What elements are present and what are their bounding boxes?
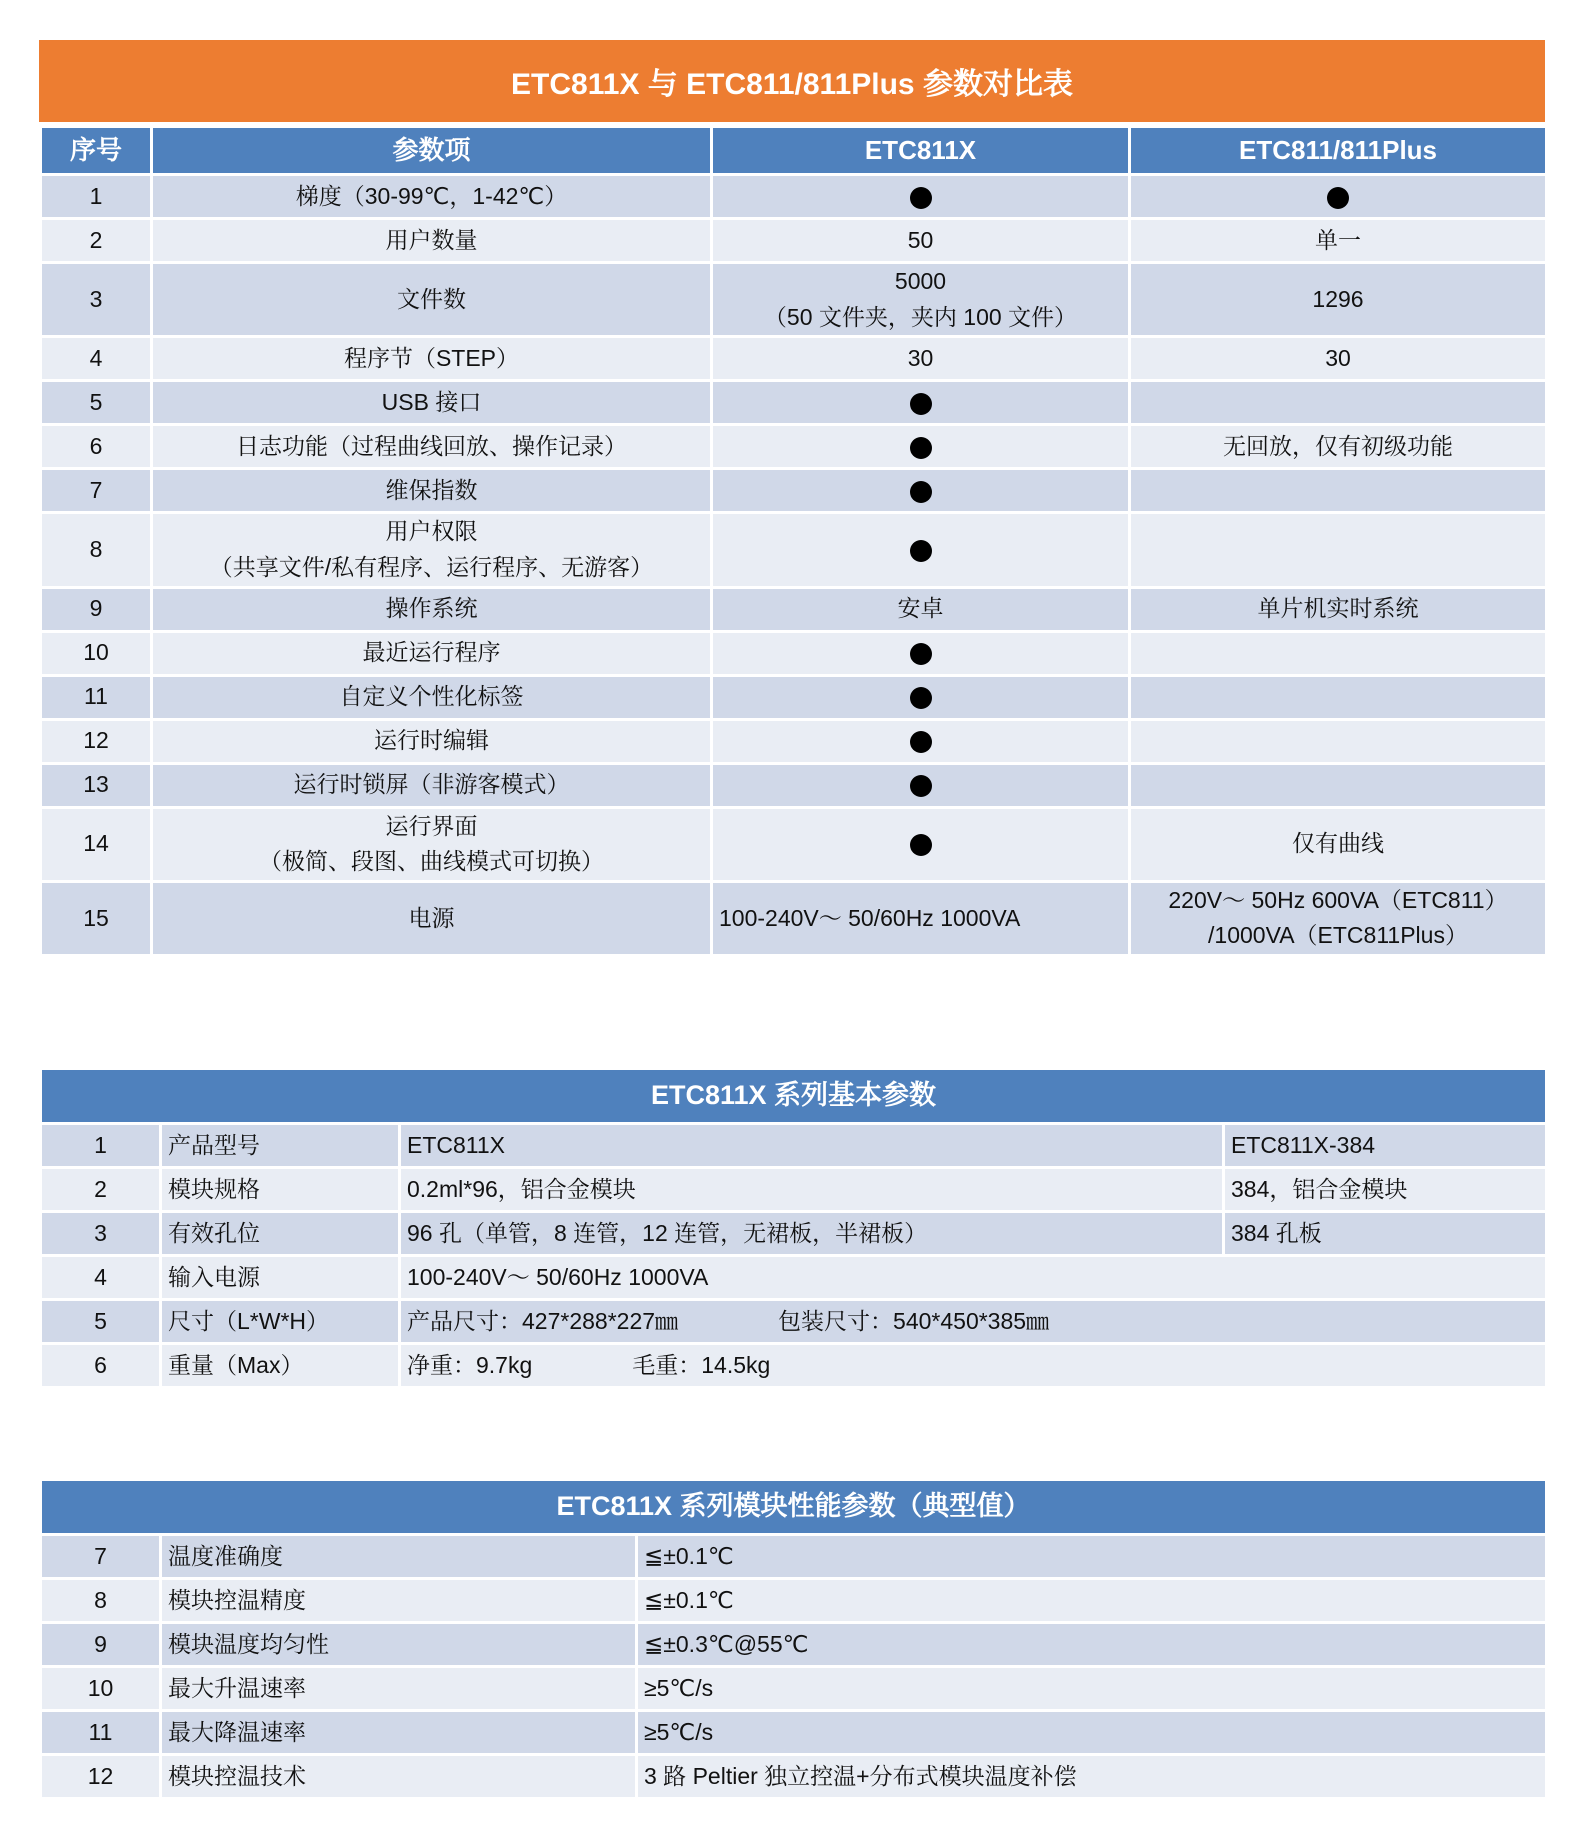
row-number <box>41 513 152 587</box>
performance-params-table <box>39 1478 1548 1800</box>
param-name-text: 输入电源 <box>168 1263 260 1290</box>
param-item-text: 日志功能（过程曲线回放、操作记录） <box>236 432 627 459</box>
param-value-384 <box>1224 1212 1547 1256</box>
param-item-text: 运行时编辑 <box>374 727 489 754</box>
row-number <box>41 381 152 425</box>
param-name <box>161 1623 637 1667</box>
row-number <box>41 1579 161 1623</box>
table-row <box>41 175 1547 219</box>
param-item <box>152 381 712 425</box>
param-item-text: USB 接口 <box>381 388 482 415</box>
row-number <box>41 1711 161 1755</box>
etc811-plus-value <box>1130 763 1547 807</box>
etc811-plus-value <box>1130 337 1547 381</box>
param-value <box>637 1535 1547 1579</box>
row-number-text: 9 <box>94 1630 107 1657</box>
table-row <box>41 513 1547 587</box>
param-item-text: 用户权限 <box>385 518 478 545</box>
etc811-plus-value <box>1130 675 1547 719</box>
etc811x-value-text: 100-240V～ 50/60Hz 1000VA <box>719 904 1021 931</box>
param-name-text: 最大升温速率 <box>168 1674 306 1701</box>
row-number <box>41 425 152 469</box>
param-value <box>400 1256 1547 1300</box>
row-number-text: 11 <box>88 1718 113 1745</box>
etc811-plus-value-text: 1296 <box>1312 285 1364 312</box>
param-item <box>152 631 712 675</box>
etc811x-value <box>712 763 1130 807</box>
etc811x-value-text: 5000 <box>894 268 947 294</box>
table-row <box>41 881 1547 955</box>
table-row <box>41 1623 1547 1667</box>
etc811-plus-value-text: 单片机实时系统 <box>1257 595 1419 622</box>
row-number-text: 2 <box>94 1175 107 1202</box>
param-value-text: 100-240V～ 50/60Hz 1000VA <box>407 1263 709 1290</box>
param-value-384-text: ETC811X-384 <box>1231 1131 1376 1158</box>
supported-dot-icon <box>910 540 932 562</box>
param-item <box>152 719 712 763</box>
param-item-text: 操作系统 <box>385 595 478 622</box>
etc811x-value <box>712 175 1130 219</box>
table-row <box>41 1256 1547 1300</box>
param-value <box>637 1623 1547 1667</box>
row-number-text: 6 <box>94 1351 107 1378</box>
param-value <box>637 1755 1547 1799</box>
param-value-text: 96 孔（单管，8 连管，12 连管，无裙板，半裙板） <box>407 1219 928 1246</box>
table-row <box>41 1579 1547 1623</box>
table-row <box>41 719 1547 763</box>
param-value-384-text: 384 孔板 <box>1231 1219 1322 1246</box>
etc811x-value <box>712 469 1130 513</box>
param-item <box>152 807 712 881</box>
table-row <box>41 425 1547 469</box>
param-item-text: （极简、段图、曲线模式可切换） <box>259 848 604 875</box>
param-item-text: （共享文件/私有程序、运行程序、无游客） <box>209 553 654 580</box>
row-number <box>41 631 152 675</box>
param-value <box>400 1344 1547 1388</box>
header-item: 参数项 <box>152 127 712 175</box>
row-number-text: 14 <box>83 830 109 857</box>
row-number <box>41 1535 161 1579</box>
table-row <box>41 381 1547 425</box>
supported-dot-icon <box>910 687 932 709</box>
table-row <box>41 263 1547 337</box>
row-number <box>41 1256 161 1300</box>
table-row <box>41 675 1547 719</box>
row-number <box>41 1300 161 1344</box>
etc811-plus-value-text: 无回放，仅有初级功能 <box>1223 432 1453 459</box>
param-item-text: 维保指数 <box>385 476 478 503</box>
param-name-text: 产品型号 <box>168 1131 260 1158</box>
table-row <box>41 1535 1547 1579</box>
etc811-plus-value <box>1130 263 1547 337</box>
supported-dot-icon <box>1327 187 1349 209</box>
supported-dot-icon <box>910 187 932 209</box>
row-number <box>41 1212 161 1256</box>
table-row <box>41 1667 1547 1711</box>
param-name <box>161 1667 637 1711</box>
param-item <box>152 675 712 719</box>
param-value-text: ≦±0.3℃@55℃ <box>644 1630 809 1657</box>
table-row <box>41 219 1547 263</box>
row-number <box>41 175 152 219</box>
etc811-plus-value <box>1130 175 1547 219</box>
param-item-text: 文件数 <box>397 285 466 312</box>
param-item <box>152 219 712 263</box>
param-value <box>400 1300 1547 1344</box>
table-row <box>41 1300 1547 1344</box>
row-number-text: 9 <box>89 595 103 622</box>
param-value-384 <box>1224 1124 1547 1168</box>
row-number <box>41 675 152 719</box>
etc811-plus-value-text: 仅有曲线 <box>1292 830 1384 857</box>
table-row <box>41 1124 1547 1168</box>
param-item <box>152 425 712 469</box>
table-row <box>41 1344 1547 1388</box>
etc811x-value <box>712 719 1130 763</box>
param-value <box>400 1168 1224 1212</box>
supported-dot-icon <box>910 643 932 665</box>
param-name <box>161 1711 637 1755</box>
etc811-plus-value <box>1130 881 1547 955</box>
param-name-text: 重量（Max） <box>168 1351 304 1378</box>
etc811-plus-value <box>1130 219 1547 263</box>
etc811x-value-text: 30 <box>907 344 934 371</box>
param-item-text: 电源 <box>408 904 455 931</box>
etc811-plus-value <box>1130 425 1547 469</box>
row-number-text: 3 <box>89 285 103 312</box>
param-value-text: ≦±0.1℃ <box>644 1542 734 1569</box>
param-name-text: 模块温度均匀性 <box>168 1630 329 1657</box>
row-number <box>41 263 152 337</box>
param-name <box>161 1256 400 1300</box>
param-value <box>637 1667 1547 1711</box>
param-name <box>161 1124 400 1168</box>
basic-params-title: ETC811X 系列基本参数 <box>41 1069 1547 1124</box>
param-name <box>161 1168 400 1212</box>
param-item-text: 自定义个性化标签 <box>339 683 524 710</box>
param-item <box>152 263 712 337</box>
row-number <box>41 763 152 807</box>
supported-dot-icon <box>910 481 932 503</box>
etc811-plus-value <box>1130 587 1547 631</box>
row-number <box>41 219 152 263</box>
param-item-text: 运行界面 <box>385 812 478 839</box>
param-name <box>161 1535 637 1579</box>
param-item <box>152 763 712 807</box>
param-item-text: 运行时锁屏（非游客模式） <box>293 771 570 798</box>
param-name-text: 温度准确度 <box>168 1542 283 1569</box>
etc811-plus-value-text: 30 <box>1325 344 1351 371</box>
etc811-plus-value <box>1130 513 1547 587</box>
row-number <box>41 881 152 955</box>
param-value-text: ≦±0.1℃ <box>644 1586 734 1613</box>
etc811x-value <box>712 807 1130 881</box>
param-name-text: 最大降温速率 <box>168 1718 306 1745</box>
row-number-text: 1 <box>89 182 103 209</box>
etc811-plus-value-text: 单一 <box>1315 226 1361 253</box>
param-item <box>152 337 712 381</box>
row-number-text: 3 <box>94 1219 107 1246</box>
table-row <box>41 631 1547 675</box>
etc811-plus-value <box>1130 381 1547 425</box>
table-row <box>41 1212 1547 1256</box>
param-name <box>161 1579 637 1623</box>
param-value-text: 净重：9.7kg <box>407 1351 533 1378</box>
param-item <box>152 469 712 513</box>
row-number-text: 4 <box>94 1263 107 1290</box>
row-number <box>41 1623 161 1667</box>
etc811x-value <box>712 425 1130 469</box>
table-row <box>41 763 1547 807</box>
header-etc811x: ETC811X <box>712 127 1130 175</box>
comparison-table-title: ETC811X 与 ETC811/811Plus 参数对比表 <box>39 40 1545 122</box>
table-row <box>41 587 1547 631</box>
supported-dot-icon <box>910 834 932 856</box>
param-item <box>152 513 712 587</box>
table-row <box>41 337 1547 381</box>
etc811x-value <box>712 881 1130 955</box>
row-number-text: 10 <box>83 639 109 666</box>
param-value-text: ≥5℃/s <box>644 1718 714 1745</box>
row-number-text: 6 <box>89 432 103 459</box>
comparison-table <box>39 125 1548 957</box>
param-value-text: 0.2ml*96，铝合金模块 <box>407 1175 636 1202</box>
row-number-text: 8 <box>94 1586 107 1613</box>
param-item-text: 用户数量 <box>385 226 478 253</box>
param-name-text: 模块控温技术 <box>168 1762 306 1789</box>
table-row <box>41 1711 1547 1755</box>
etc811-plus-value <box>1130 719 1547 763</box>
etc811x-value-text: 50 <box>907 226 934 253</box>
basic-params-table <box>39 1067 1548 1389</box>
etc811x-value <box>712 631 1130 675</box>
row-number <box>41 807 152 881</box>
param-item-text: 程序节（STEP） <box>343 344 520 371</box>
header-etc811-plus: ETC811/811Plus <box>1130 127 1547 175</box>
row-number-text: 7 <box>89 476 103 503</box>
param-name-text: 模块控温精度 <box>168 1586 306 1613</box>
row-number <box>41 1124 161 1168</box>
row-number <box>41 1755 161 1799</box>
supported-dot-icon <box>910 393 932 415</box>
param-value <box>400 1124 1224 1168</box>
header-no: 序号 <box>41 127 152 175</box>
etc811-plus-value <box>1130 469 1547 513</box>
param-value-text: ≥5℃/s <box>644 1674 714 1701</box>
row-number <box>41 1667 161 1711</box>
param-name <box>161 1344 400 1388</box>
param-name <box>161 1300 400 1344</box>
param-value-text: 产品尺寸：427*288*227㎜ <box>407 1307 679 1334</box>
table-row <box>41 1755 1547 1799</box>
param-item <box>152 175 712 219</box>
param-value <box>400 1212 1224 1256</box>
param-name-text: 尺寸（L*W*H） <box>168 1307 330 1334</box>
row-number-text: 13 <box>83 771 109 798</box>
row-number-text: 15 <box>83 904 109 931</box>
table-row <box>41 469 1547 513</box>
etc811x-value-text: 安卓 <box>897 595 944 622</box>
supported-dot-icon <box>910 437 932 459</box>
param-value-text: ETC811X <box>407 1131 506 1158</box>
supported-dot-icon <box>910 731 932 753</box>
row-number-text: 4 <box>89 344 103 371</box>
row-number-text: 11 <box>84 683 108 710</box>
param-value-text: 包装尺寸：540*450*385㎜ <box>778 1307 1050 1334</box>
row-number-text: 12 <box>87 1762 114 1789</box>
param-name-text: 模块规格 <box>168 1175 260 1202</box>
table-row <box>41 807 1547 881</box>
row-number <box>41 1344 161 1388</box>
etc811x-value <box>712 337 1130 381</box>
table-row <box>41 1168 1547 1212</box>
row-number <box>41 719 152 763</box>
row-number-text: 8 <box>89 536 103 563</box>
param-name-text: 有效孔位 <box>168 1219 260 1246</box>
param-value-text: 毛重：14.5kg <box>632 1351 771 1378</box>
param-item <box>152 587 712 631</box>
etc811-plus-value <box>1130 631 1547 675</box>
param-name <box>161 1755 637 1799</box>
etc811-plus-value-text: 220V～ 50Hz 600VA（ETC811） <box>1168 886 1508 913</box>
row-number <box>41 469 152 513</box>
row-number <box>41 337 152 381</box>
etc811x-value <box>712 219 1130 263</box>
row-number-text: 2 <box>89 226 103 253</box>
etc811x-value <box>712 263 1130 337</box>
supported-dot-icon <box>910 775 932 797</box>
param-value-384 <box>1224 1168 1547 1212</box>
row-number-text: 1 <box>94 1131 107 1158</box>
param-value <box>637 1711 1547 1755</box>
row-number-text: 7 <box>94 1542 107 1569</box>
param-value-384-text: 384，铝合金模块 <box>1231 1175 1408 1202</box>
etc811x-value <box>712 675 1130 719</box>
etc811x-value <box>712 381 1130 425</box>
performance-params-title: ETC811X 系列模块性能参数（典型值） <box>41 1480 1547 1535</box>
param-name <box>161 1212 400 1256</box>
param-value <box>637 1579 1547 1623</box>
row-number-text: 12 <box>83 727 109 754</box>
param-item-text: 最近运行程序 <box>362 639 501 666</box>
etc811x-value-text: （50 文件夹，夹内 100 文件） <box>763 303 1078 330</box>
etc811-plus-value <box>1130 807 1547 881</box>
row-number <box>41 1168 161 1212</box>
row-number-text: 5 <box>94 1307 107 1334</box>
etc811-plus-value-text: /1000VA（ETC811Plus） <box>1208 922 1468 949</box>
row-number-text: 5 <box>89 388 103 415</box>
param-item-text: 梯度（30-99℃，1-42℃） <box>295 182 568 209</box>
param-value-text: 3 路 Peltier 独立控温+分布式模块温度补偿 <box>644 1762 1077 1789</box>
row-number-text: 10 <box>87 1674 114 1701</box>
etc811x-value <box>712 587 1130 631</box>
param-item <box>152 881 712 955</box>
row-number <box>41 587 152 631</box>
etc811x-value <box>712 513 1130 587</box>
